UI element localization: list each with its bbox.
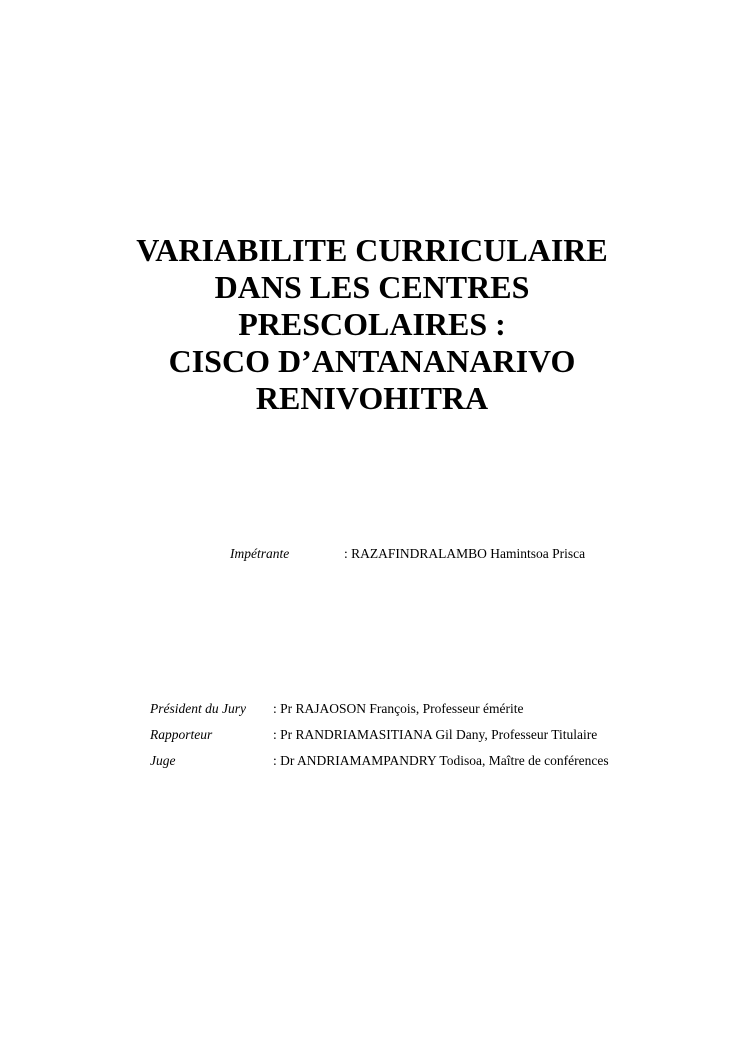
jury-member: : Dr ANDRIAMAMPANDRY Todisoa, Maître de conférences — [273, 753, 609, 768]
title-line: RENIVOHITRA — [255, 380, 489, 416]
jury-member: : Pr RAJAOSON François, Professeur émérite — [273, 701, 524, 716]
impetrante-label: Impétrante — [230, 546, 290, 561]
jury-row — [150, 701, 670, 727]
impetrante-name: : RAZAFINDRALAMBO Hamintsoa Prisca — [344, 546, 586, 561]
jury-row — [150, 727, 670, 753]
title-line: VARIABILITE CURRICULAIRE — [136, 232, 608, 268]
jury-role: Président du Jury — [150, 701, 246, 716]
title-line: CISCO D’ANTANANARIVO — [168, 343, 576, 379]
title-line: DANS LES CENTRES — [214, 269, 530, 305]
title-line: PRESCOLAIRES : — [238, 306, 506, 342]
jury-member: : Pr RANDRIAMASITIANA Gil Dany, Professeur Titulaire — [273, 727, 598, 742]
jury-role: Rapporteur — [150, 727, 213, 742]
jury-row — [150, 753, 670, 779]
thesis-title — [100, 232, 644, 417]
jury-role: Juge — [150, 753, 176, 768]
jury-list — [150, 701, 670, 779]
